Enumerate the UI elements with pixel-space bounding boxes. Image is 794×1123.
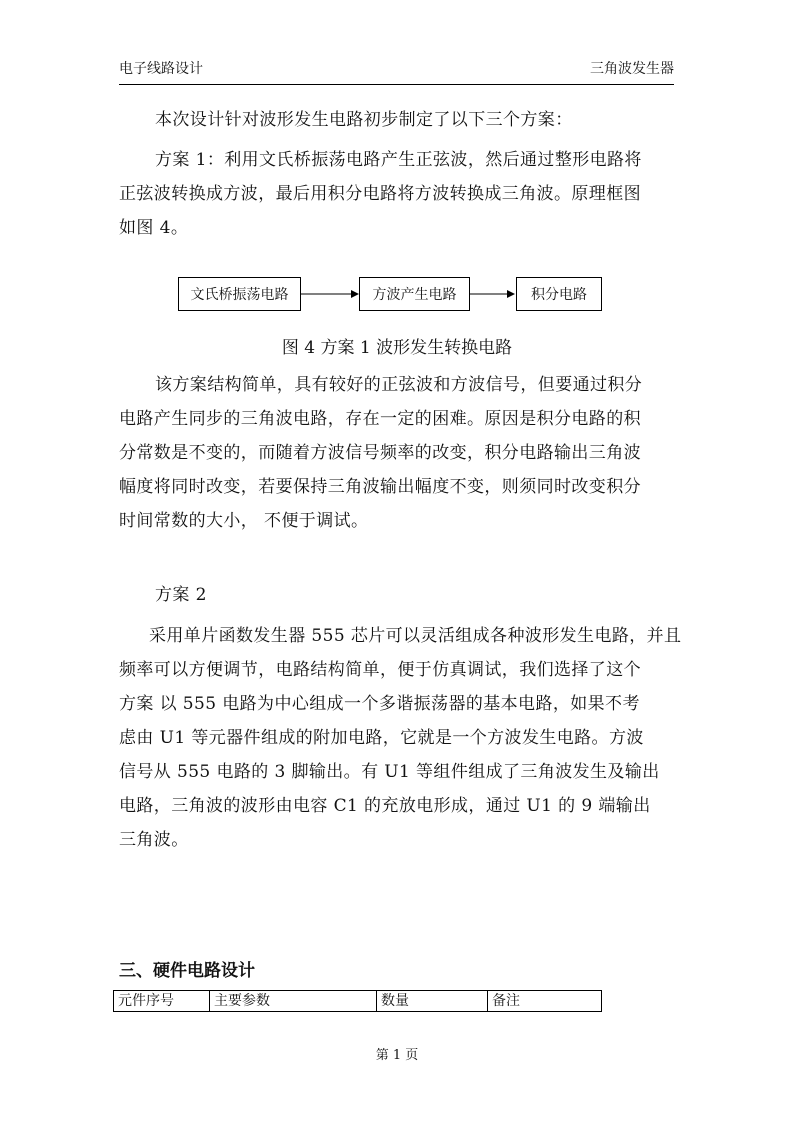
component-table <box>113 990 602 1012</box>
text-line: 本次设计针对波形发生电路初步制定了以下三个方案： <box>155 110 573 130</box>
table-header-cell: 主要参数 <box>210 991 377 1012</box>
block-diagram <box>178 277 602 311</box>
header-left-title: 电子线路设计 <box>119 61 203 77</box>
table-header-cell: 数量 <box>377 991 488 1012</box>
text-line: 采用单片函数发生器 555 芯片可以灵活组成各种波形发生电路，并且 <box>149 626 682 646</box>
text-line: 方案 以 555 电路为中心组成一个多谐振荡器的基本电路，如果不考 <box>119 694 640 714</box>
figure-caption: 图 4 方案 1 波形发生转换电路 <box>281 338 513 358</box>
text-line: 信号从 555 电路的 3 脚输出。有 U1 等组件组成了三角波发生及输出 <box>119 762 660 782</box>
text-line: 时间常数的大小， 不便于调试。 <box>119 511 369 531</box>
text-line: 如图 4。 <box>119 218 189 238</box>
table-header-row <box>114 991 602 1012</box>
text-line: 分常数是不变的，而随着方波信号频率的改变，积分电路输出三角波 <box>119 443 641 463</box>
table-header-cell: 元件序号 <box>114 991 210 1012</box>
text-line: 幅度将同时改变，若要保持三角波输出幅度不变，则须同时改变积分 <box>119 477 641 497</box>
section-heading: 三、硬件电路设计 <box>119 961 255 981</box>
text-line: 虑由 U1 等元器件组成的附加电路，它就是一个方波发生电路。方波 <box>119 728 644 748</box>
text-line: 方案 1：利用文氏桥振荡电路产生正弦波，然后通过整形电路将 <box>155 150 642 170</box>
table-header-cell: 备注 <box>488 991 602 1012</box>
text-line: 正弦波转换成方波，最后用积分电路将方波转换成三角波。原理框图 <box>119 184 641 204</box>
header-right-title: 三角波发生器 <box>590 61 674 77</box>
text-line: 该方案结构简单，具有较好的正弦波和方波信号，但要通过积分 <box>155 375 643 395</box>
text-line: 方案 2 <box>155 585 207 605</box>
plan1-analysis-paragraph <box>119 368 674 538</box>
plan1-paragraph <box>119 143 674 245</box>
page-number: 第 1 页 <box>375 1048 419 1063</box>
box-square-wave-generator: 方波产生电路 <box>359 277 470 311</box>
plan2-heading <box>119 578 674 612</box>
text-line: 电路，三角波的波形由电容 C1 的充放电形成，通过 U1 的 9 端输出 <box>119 796 651 816</box>
text-line: 电路产生同步的三角波电路，存在一定的困难。原因是积分电路的积 <box>119 409 641 429</box>
box-integrator-circuit: 积分电路 <box>516 277 602 311</box>
text-line: 频率可以方便调节，电路结构简单，便于仿真调试，我们选择了这个 <box>119 660 641 680</box>
plan2-paragraph <box>119 619 682 857</box>
text-line: 三角波。 <box>119 830 189 850</box>
intro-paragraph <box>119 103 674 137</box>
box-wien-bridge-oscillator: 文氏桥振荡电路 <box>178 277 301 311</box>
header-divider <box>119 84 674 85</box>
